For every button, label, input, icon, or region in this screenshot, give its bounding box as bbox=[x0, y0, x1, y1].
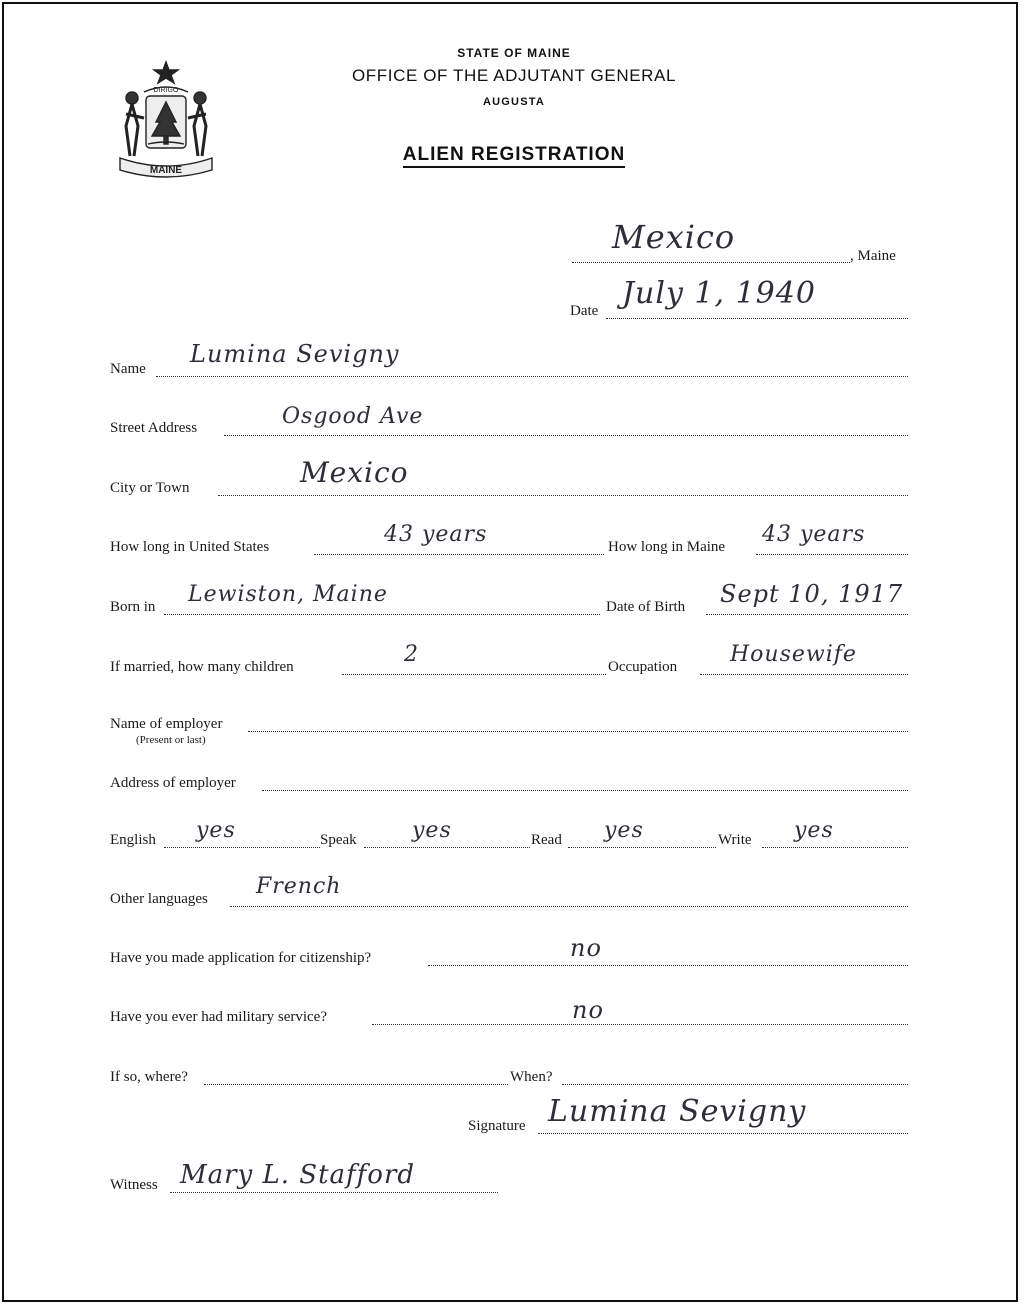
date-line bbox=[606, 318, 908, 319]
seal-banner: MAINE bbox=[149, 165, 183, 176]
employer-line bbox=[248, 731, 908, 732]
military-value: no bbox=[572, 996, 604, 1024]
children-value: 2 bbox=[404, 642, 419, 667]
city-value: Mexico bbox=[300, 456, 409, 489]
citizenship-label: Have you made application for citizenship? bbox=[110, 950, 372, 966]
street-value: Osgood Ave bbox=[282, 404, 424, 429]
read-label: Read bbox=[531, 832, 562, 848]
speak-label: Speak bbox=[320, 832, 357, 848]
other-languages-label: Other languages bbox=[110, 891, 208, 907]
born-in-value: Lewiston, Maine bbox=[188, 582, 388, 607]
speak-value: yes bbox=[412, 818, 452, 843]
document-border bbox=[2, 2, 1018, 1302]
write-line bbox=[762, 847, 908, 848]
dob-value: Sept 10, 1917 bbox=[720, 580, 904, 608]
place-line bbox=[572, 262, 850, 263]
years-us-line bbox=[314, 554, 604, 555]
english-label: English bbox=[110, 832, 156, 848]
dob-line bbox=[706, 614, 908, 615]
children-label: If married, how many children bbox=[110, 659, 294, 675]
citizenship-value: no bbox=[570, 934, 602, 962]
military-line bbox=[372, 1024, 908, 1025]
name-label: Name bbox=[110, 361, 146, 377]
employer-address-label: Address of employer bbox=[110, 775, 236, 791]
when-line bbox=[562, 1084, 908, 1085]
office-heading: OFFICE OF THE ADJUTANT GENERAL bbox=[351, 66, 677, 85]
citizenship-line bbox=[428, 965, 908, 966]
street-label: Street Address bbox=[110, 420, 198, 436]
date-label: Date bbox=[570, 303, 599, 319]
occupation-line bbox=[700, 674, 908, 675]
military-label: Have you ever had military service? bbox=[110, 1009, 327, 1025]
witness-label: Witness bbox=[110, 1177, 158, 1193]
write-label: Write bbox=[718, 832, 752, 848]
employer-sublabel: (Present or last) bbox=[136, 734, 206, 746]
employer-label: Name of employer bbox=[110, 716, 223, 732]
occupation-value: Housewife bbox=[730, 642, 857, 667]
witness-line bbox=[170, 1192, 498, 1193]
born-in-label: Born in bbox=[110, 599, 156, 615]
write-value: yes bbox=[794, 818, 834, 843]
name-value: Lumina Sevigny bbox=[190, 340, 400, 368]
years-maine-value: 43 years bbox=[762, 522, 866, 547]
speak-line bbox=[364, 847, 530, 848]
where-line bbox=[204, 1084, 508, 1085]
witness-value: Mary L. Stafford bbox=[180, 1160, 416, 1190]
years-maine-line bbox=[756, 554, 908, 555]
date-value: July 1, 1940 bbox=[622, 276, 816, 311]
english-line bbox=[164, 847, 320, 848]
employer-address-line bbox=[262, 790, 908, 791]
state-heading: STATE OF MAINE bbox=[457, 46, 571, 60]
read-line bbox=[568, 847, 716, 848]
city-line bbox=[218, 495, 908, 496]
other-languages-line bbox=[230, 906, 908, 907]
when-label: When? bbox=[510, 1069, 553, 1085]
children-line bbox=[342, 674, 606, 675]
form-title: ALIEN REGISTRATION bbox=[0, 144, 1024, 166]
occupation-label: Occupation bbox=[608, 659, 678, 675]
name-line bbox=[156, 376, 908, 377]
read-value: yes bbox=[604, 818, 644, 843]
signature-label: Signature bbox=[468, 1118, 526, 1134]
english-value: yes bbox=[196, 818, 236, 843]
city-label: City or Town bbox=[110, 480, 190, 496]
place-value: Mexico bbox=[612, 218, 736, 256]
born-in-line bbox=[164, 614, 600, 615]
street-line bbox=[224, 435, 908, 436]
city-heading: AUGUSTA bbox=[483, 96, 545, 108]
signature-value: Lumina Sevigny bbox=[548, 1094, 807, 1129]
other-languages-value: French bbox=[256, 874, 342, 899]
seal-motto: DIRIGO bbox=[153, 87, 179, 94]
years-us-label: How long in United States bbox=[110, 539, 270, 555]
where-label: If so, where? bbox=[110, 1069, 188, 1085]
place-suffix: , Maine bbox=[850, 248, 896, 264]
signature-line bbox=[538, 1133, 908, 1134]
dob-label: Date of Birth bbox=[606, 599, 686, 615]
years-maine-label: How long in Maine bbox=[608, 539, 726, 555]
years-us-value: 43 years bbox=[384, 522, 488, 547]
